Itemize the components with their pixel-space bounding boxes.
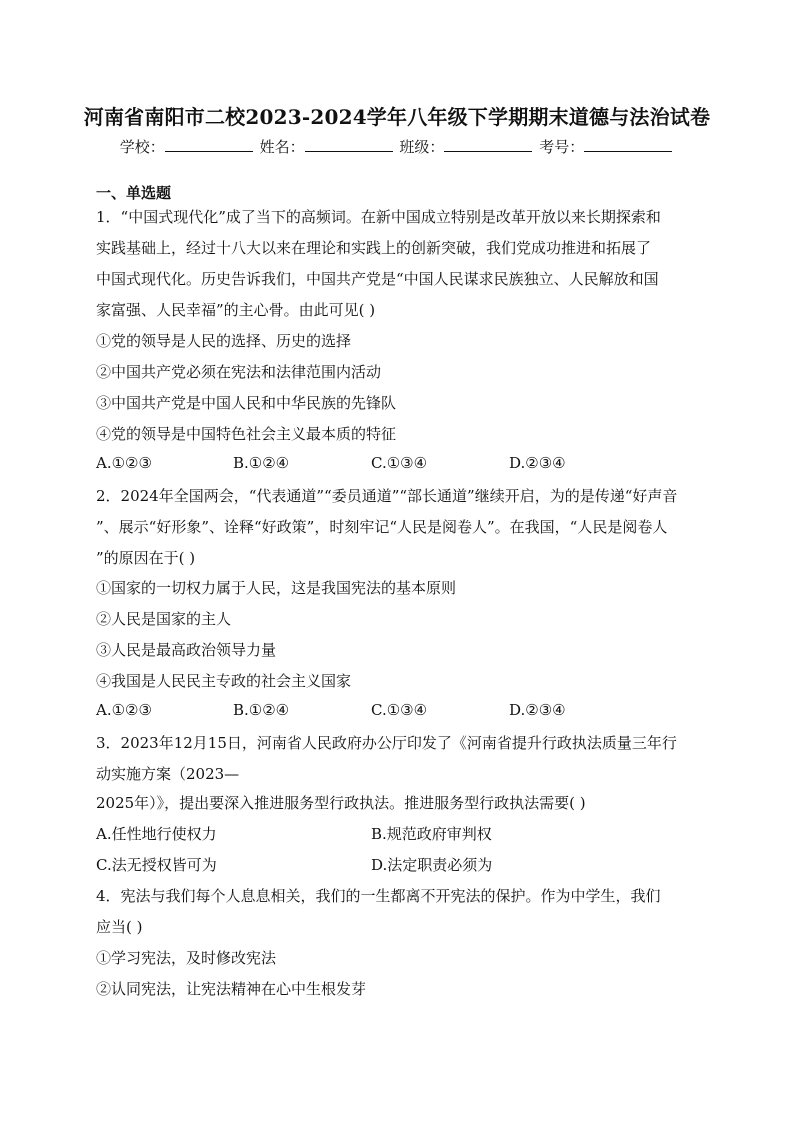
q1-choice-d[interactable]: D.②③④ [509, 454, 566, 472]
school-label: 学校： [119, 138, 165, 156]
q1-choice-b[interactable]: B.①②④ [233, 454, 290, 472]
q1-statement: ②中国共产党必须在宪法和法律范围内活动 [96, 363, 382, 381]
q2-statement: ③人民是最高政治领导力量 [96, 641, 277, 659]
student-info-line [0, 136, 794, 157]
q4-statement: ②认同宪法，让宪法精神在心中生根发芽 [96, 980, 367, 998]
q1-choice-a[interactable]: A.①②③ [96, 454, 152, 472]
class-label: 班级： [399, 138, 445, 156]
q1-stem-line: 实践基础上，经过十八大以来在理论和实践上的创新突破，我们党成功推进和拓展了 [96, 239, 652, 257]
q3-choice-a[interactable]: A.任性地行使权力 [96, 825, 217, 843]
q4-statement: ①学习宪法，及时修改宪法 [96, 949, 277, 967]
number-blank[interactable] [584, 138, 672, 152]
q3-stem-line: 2025年）》，提出要深入推进服务型行政执法。推进服务型行政执法需要( ) [96, 794, 586, 812]
name-label: 姓名： [259, 138, 305, 156]
q3-choice-d[interactable]: D.法定职责必须为 [371, 856, 493, 874]
q1-stem-line: 家富强、人民幸福”的主心骨。由此可见( ) [96, 301, 376, 319]
q3-stem-line: 动实施方案（2023— [96, 765, 240, 783]
q2-choice-d[interactable]: D.②③④ [509, 701, 566, 719]
q1-statement: ③中国共产党是中国人民和中华民族的先锋队 [96, 394, 397, 412]
q1-choice-c[interactable]: C.①③④ [371, 454, 428, 472]
q1-statement: ①党的领导是人民的选择、历史的选择 [96, 332, 352, 350]
section-heading: 一、单选题 [96, 184, 172, 202]
q2-stem-line: 2．2024年全国两会，“代表通道”“委员通道”“部长通道”继续开启，为的是传递“好声音 [96, 487, 678, 505]
q2-stem-line: ”的原因在于( ) [96, 549, 196, 567]
q1-stem-line: 中国式现代化。历史告诉我们，中国共产党是“中国人民谋求民族独立、人民解放和国 [96, 270, 659, 288]
exam-title: 河南省南阳市二校2023-2024学年八年级下学期期末道德与法治试卷 [83, 105, 711, 129]
q2-choice-a[interactable]: A.①②③ [96, 701, 152, 719]
q2-stem-line: ”、展示“好形象”、诠释“好政策”，时刻牢记“人民是阅卷人”。在我国，“人民是阅卷人 [96, 518, 668, 536]
school-blank[interactable] [165, 138, 253, 152]
number-label: 考号： [539, 138, 585, 156]
q3-choice-b[interactable]: B.规范政府审判权 [371, 825, 492, 843]
q3-choice-c[interactable]: C.法无授权皆可为 [96, 856, 217, 874]
q1-stem-line: 1．“中国式现代化”成了当下的高频词。在新中国成立特别是改革开放以来长期探索和 [96, 208, 661, 226]
q1-statement: ④党的领导是中国特色社会主义最本质的特征 [96, 425, 397, 443]
q2-statement: ②人民是国家的主人 [96, 610, 232, 628]
q2-statement: ④我国是人民民主专政的社会主义国家 [96, 672, 352, 690]
q4-stem-line: 4．宪法与我们每个人息息相关，我们的一生都离不开宪法的保护。作为中学生，我们 [96, 887, 661, 905]
q3-stem-line: 3．2023年12月15日，河南省人民政府办公厅印发了《河南省提升行政执法质量三年行 [96, 734, 677, 752]
q4-stem-line: 应当( ) [96, 918, 143, 936]
name-blank[interactable] [305, 138, 393, 152]
q2-statement: ①国家的一切权力属于人民，这是我国宪法的基本原则 [96, 579, 457, 597]
class-blank[interactable] [444, 138, 532, 152]
q2-choice-c[interactable]: C.①③④ [371, 701, 428, 719]
q2-choice-b[interactable]: B.①②④ [233, 701, 290, 719]
